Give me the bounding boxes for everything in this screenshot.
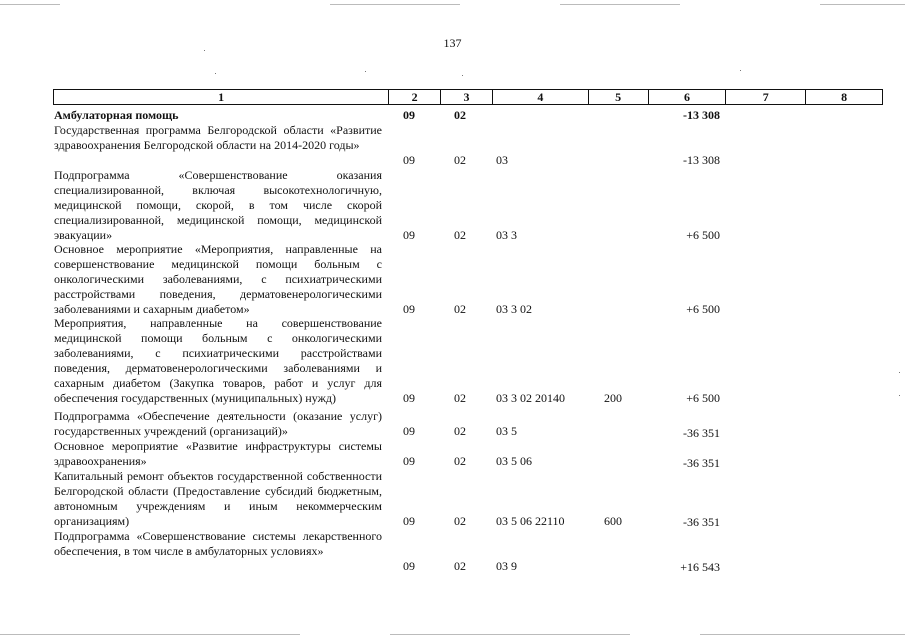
row-amount: +6 500 — [686, 391, 720, 405]
row-amount: +6 500 — [686, 302, 720, 316]
row-description: Государственная программа Белгородской области «Развитие здравоохранения Белгородской области на 2014-2020 годы» — [54, 123, 382, 152]
row-target-article: 03 3 02 20140 — [496, 391, 565, 405]
scan-edge-line — [330, 4, 460, 5]
table-row — [54, 123, 884, 168]
row-section: 09 — [403, 454, 415, 468]
table-row — [54, 439, 884, 469]
row-description: Мероприятия, направленные на совершенствование медицинской помощи больным с онкологическими заболеваниями, с психиатрическими расстройствами поведения, дерматовенерологическими заболеваниями и сахарным диабетом (Закупка товаров, работ и услуг для обеспечения государственных (муниципальных) нужд) — [54, 316, 382, 405]
scan-speck — [740, 70, 741, 71]
header-col-8: 8 — [841, 90, 848, 104]
row-description: Амбулаторная помощь — [54, 108, 179, 122]
row-amount: +16 543 — [680, 560, 720, 574]
row-subsection: 02 — [454, 153, 466, 167]
header-col-3: 3 — [441, 90, 493, 104]
scan-speck — [899, 372, 900, 373]
row-subsection: 02 — [454, 228, 466, 242]
row-description: Подпрограмма «Совершенствование системы лекарственного обеспечения, в том числе в амбулаторных условиях» — [54, 529, 382, 558]
row-target-article: 03 9 — [496, 559, 517, 573]
row-section: 09 — [403, 228, 415, 242]
scan-edge-line — [820, 4, 905, 5]
scan-speck — [215, 73, 216, 74]
table-row — [54, 108, 884, 123]
scan-edge-line — [700, 634, 905, 635]
row-section: 09 — [403, 559, 415, 573]
row-subsection: 02 — [454, 454, 466, 468]
table-row — [54, 242, 884, 317]
row-description: Основное мероприятие «Развитие инфраструктуры системы здравоохранения» — [54, 439, 382, 468]
table-row — [54, 409, 884, 439]
row-expense-type: 200 — [604, 391, 622, 405]
row-section: 09 — [403, 302, 415, 316]
scan-edge-line — [390, 634, 630, 635]
table-row — [54, 529, 884, 574]
row-description: Капитальный ремонт объектов государственной собственности Белгородской области (Предоставление субсидий бюджетным, автономным учреждениям и иным некоммерческим организациям) — [54, 469, 382, 528]
row-subsection: 02 — [454, 559, 466, 573]
scan-speck — [899, 395, 900, 396]
row-amount: +6 500 — [686, 228, 720, 242]
row-target-article: 03 5 06 22110 — [496, 514, 565, 528]
table-row — [54, 168, 884, 243]
row-subsection: 02 — [454, 391, 466, 405]
row-section: 09 — [403, 514, 415, 528]
scan-edge-line — [0, 634, 300, 635]
row-section: 09 — [403, 391, 415, 405]
table-row — [54, 469, 884, 529]
table-header — [53, 89, 883, 105]
row-expense-type: 600 — [604, 514, 622, 528]
row-amount: -36 351 — [683, 515, 720, 529]
row-section: 09 — [403, 153, 415, 167]
row-subsection: 02 — [454, 302, 466, 316]
header-col-5: 5 — [589, 90, 649, 104]
row-target-article: 03 3 — [496, 228, 517, 242]
row-amount: -36 351 — [683, 426, 720, 440]
table-row — [54, 316, 884, 406]
row-section: 09 — [403, 424, 415, 438]
header-col-2: 2 — [389, 90, 441, 104]
row-description: Подпрограмма «Совершенствование оказания специализированной, включая высокотехнологичную, медицинской помощи, скорой, в том числе скорой специализированной, медицинской помощи, медицинской эвакуации» — [54, 168, 382, 242]
header-col-4: 4 — [493, 90, 589, 104]
row-subsection: 02 — [454, 514, 466, 528]
header-col-1: 1 — [54, 90, 389, 104]
page-number: 137 — [443, 36, 462, 50]
row-target-article: 03 5 — [496, 424, 517, 438]
scan-speck — [462, 75, 463, 76]
row-target-article: 03 3 02 — [496, 302, 532, 316]
row-target-article: 03 5 06 — [496, 454, 532, 468]
scan-edge-line — [560, 4, 680, 5]
row-description: Подпрограмма «Обеспечение деятельности (оказание услуг) государственных учреждений (организаций)» — [54, 409, 382, 438]
row-subsection: 02 — [454, 424, 466, 438]
row-subsection: 02 — [454, 108, 466, 122]
row-amount: -36 351 — [683, 456, 720, 470]
row-amount: -13 308 — [683, 153, 720, 167]
row-description: Основное мероприятие «Мероприятия, направленные на совершенствование медицинской помощи больным с онкологическими заболеваниями, с психиатрическими расстройствами поведения, дерматовенерологическими заболеваниями и сахарным диабетом» — [54, 242, 382, 316]
scan-edge-line — [0, 4, 60, 5]
header-col-6: 6 — [649, 90, 727, 104]
row-amount: -13 308 — [683, 108, 720, 122]
header-col-7: 7 — [726, 90, 806, 104]
row-section: 09 — [403, 108, 415, 122]
row-target-article: 03 — [496, 153, 508, 167]
scan-speck — [365, 71, 366, 72]
